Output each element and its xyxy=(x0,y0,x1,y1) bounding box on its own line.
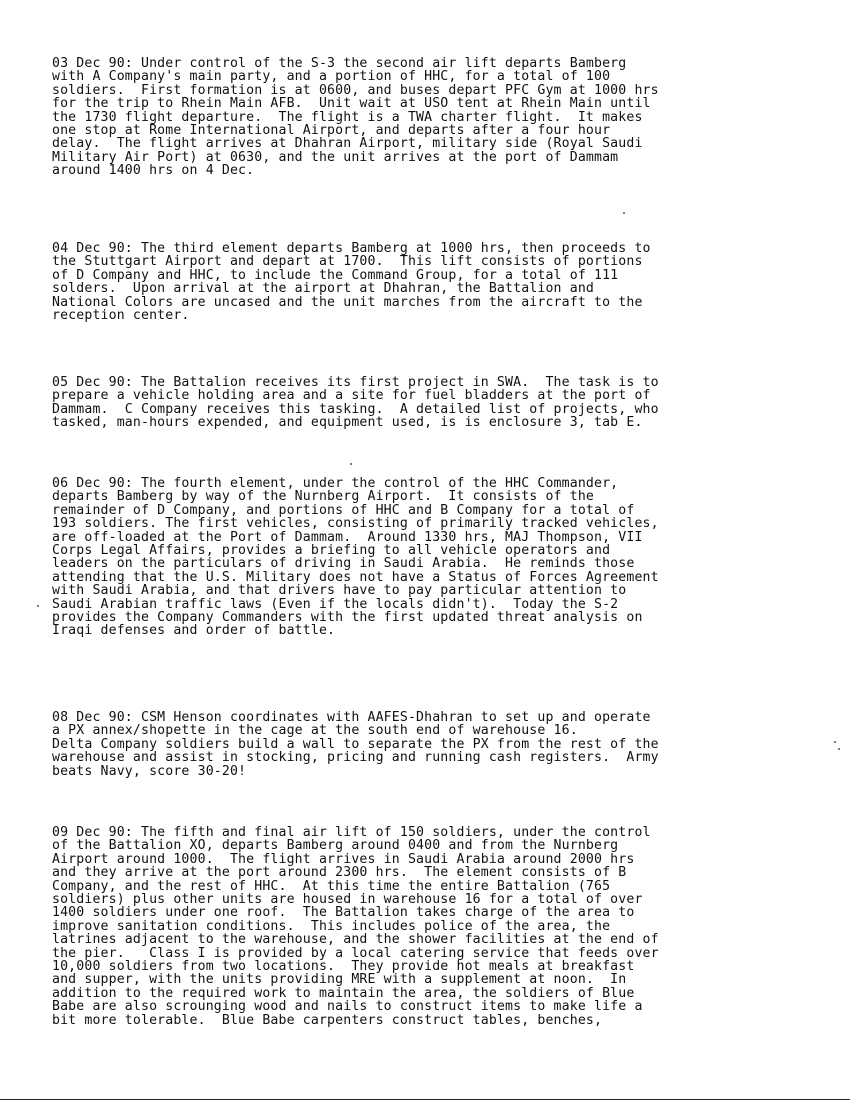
log-entry-06-dec-90: 06 Dec 90: The fourth element, under the control of the HHC Commander, departs Bamberg by way of the Nurnberg Airport. It consists of the remainder of D Company, and portions of HHC and B Company for a total of 193 soldiers. The first vehicles, consisting of primarily tracked vehicles, are off-loaded at the Port of Dammam. Around 1330 hrs, MAJ Thompson, VII Corps Legal Affairs, provides a briefing to all vehicle operators and leaders on the particulars of driving in Saudi Arabia. He reminds those attending that the U.S. Military does not have a Status of Forces Agreement with Saudi Arabia, and that drivers have to pay particular attention to Saudi Arabian traffic laws (Even if the locals didn't). Today the S-2 provides the Company Commanders with the first updated threat analysis on Iraqi defenses and order of battle. xyxy=(52,476,659,639)
scan-speck xyxy=(37,605,39,607)
scan-speck xyxy=(350,463,352,465)
page-bottom-rule xyxy=(0,1099,850,1100)
log-entry-08-dec-90: 08 Dec 90: CSM Henson coordinates with AAFES-Dhahran to set up and operate a PX annex/shopette in the cage at the south end of warehouse 16. Delta Company soldiers build a wall to separate the PX from the rest of the warehouse and assist in stocking, pricing and running cash registers. Army beats Navy, score 30-20! xyxy=(52,710,659,779)
log-entry-09-dec-90: 09 Dec 90: The fifth and final air lift of 150 soldiers, under the control of the Battalion XO, departs Bamberg around 0400 and from the Nurnberg Airport around 1000. The flight arrives in Saudi Arabia around 2000 hrs and they arrive at the port around 2300 hrs. The element consists of B Company, and the rest of HHC. At this time the entire Battalion (765 soldiers) plus other units are housed in warehouse 16 for a total of over 1400 soldiers under one roof. The Battalion takes charge of the area to improve sanitation conditions. This includes police of the area, the latrines adjacent to the warehouse, and the shower facilities at the end of the pier. Class I is provided by a local catering service that feeds over 10,000 soldiers from two locations. They provide hot meals at breakfast and supper, with the units providing MRE with a supplement at noon. In addition to the required work to maintain the area, the soldiers of Blue Babe are also scrounging wood and nails to construct items to make life a bit more tolerable. Blue Babe carpenters construct tables, benches, xyxy=(52,825,659,1028)
scan-speck xyxy=(834,741,836,743)
scan-speck xyxy=(838,748,840,750)
log-entry-03-dec-90: 03 Dec 90: Under control of the S-3 the second air lift departs Bamberg with A Company's main party, and a portion of HHC, for a total of 100 soldiers. First formation is at 0600, and buses depart PFC Gym at 1000 hrs for the trip to Rhein Main AFB. Unit wait at USO tent at Rhein Main until the 1730 flight departure. The flight is a TWA charter flight. It makes one stop at Rome International Airport, and departs after a four hour delay. The flight arrives at Dhahran Airport, military side (Royal Saudi Military Air Port) at 0630, and the unit arrives at the port of Dammam around 1400 hrs on 4 Dec. xyxy=(52,56,659,179)
scan-speck xyxy=(623,212,625,214)
log-entry-04-dec-90: 04 Dec 90: The third element departs Bamberg at 1000 hrs, then proceeds to the Stuttgart Airport and depart at 1700. This lift consists of portions of D Company and HHC, to include the Command Group, for a total of 111 solders. Upon arrival at the airport at Dhahran, the Battalion and National Colors are uncased and the unit marches from the aircraft to the reception center. xyxy=(52,241,651,324)
log-entry-05-dec-90: 05 Dec 90: The Battalion receives its first project in SWA. The task is to prepare a vehicle holding area and a site for fuel bladders at the port of Dammam. C Company receives this tasking. A detailed list of projects, who tasked, man-hours expended, and equipment used, is is enclosure 3, tab E. xyxy=(52,375,659,431)
